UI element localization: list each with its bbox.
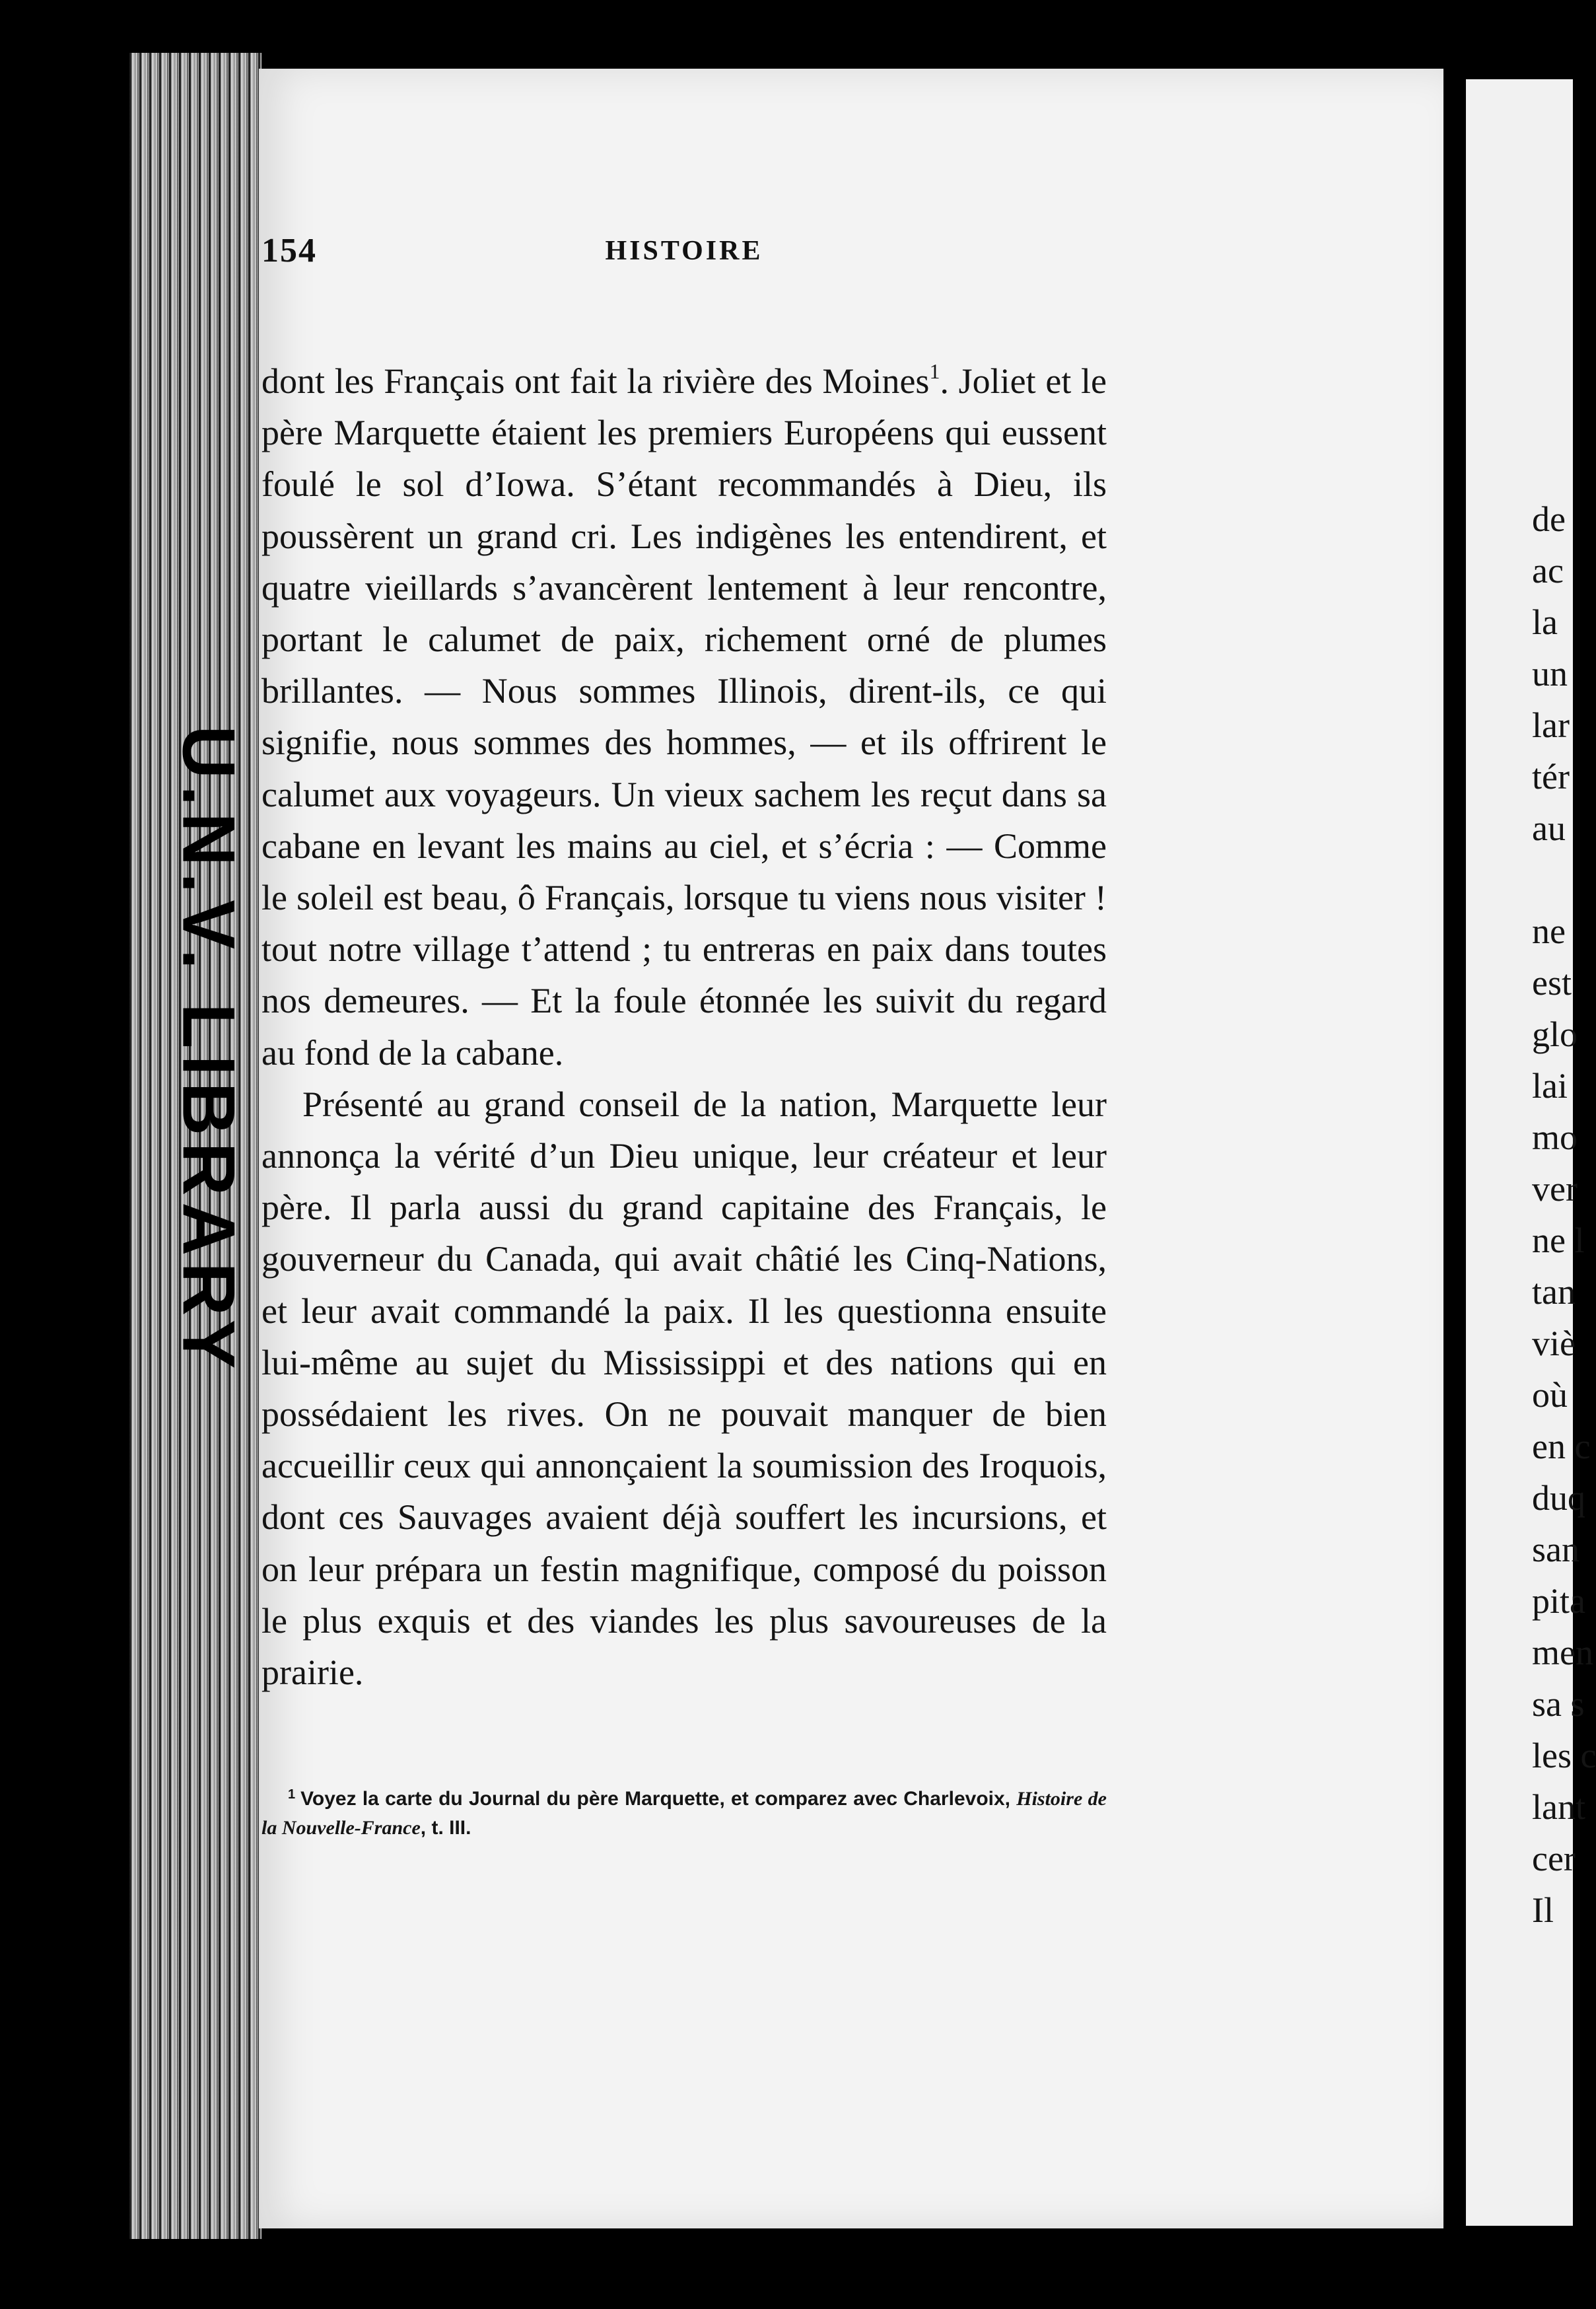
page-number: 154	[261, 232, 317, 269]
footnote-text: Voyez la carte du Journal du père Marquette, et comparez avec Charlevoix,	[300, 1788, 1010, 1810]
facing-line: men	[1532, 1633, 1593, 1672]
facing-line: ver	[1532, 1169, 1578, 1209]
page-body	[261, 355, 1107, 1698]
footnote-marker: 1	[288, 1787, 296, 1802]
facing-line: lai	[1532, 1066, 1568, 1106]
footnote	[261, 1785, 1107, 1843]
facing-line: un	[1532, 654, 1568, 693]
facing-line: est	[1532, 963, 1572, 1003]
facing-page	[1466, 79, 1596, 2226]
facing-line: ac	[1532, 551, 1564, 590]
paragraph-text: dont les Français ont fait la rivière des Moines	[261, 361, 930, 401]
facing-line: duq	[1532, 1478, 1585, 1518]
facing-line: ne l	[1532, 1221, 1585, 1260]
facing-line: cer	[1532, 1839, 1576, 1878]
footnote-title: Histoire de la Nouvelle-France	[261, 1788, 1107, 1839]
facing-line: les c	[1532, 1736, 1596, 1775]
facing-line: mo	[1532, 1118, 1578, 1157]
facing-line: pita	[1532, 1581, 1585, 1621]
facing-line: en c	[1532, 1427, 1591, 1466]
facing-line: où	[1532, 1375, 1568, 1415]
paragraph	[261, 355, 1107, 1079]
paragraph-text: . Joliet et le père Marquette étaient les premiers Européens qui eussent foulé le sol d’Iowa. S’étant recommandés à Dieu, ils poussèrent un grand cri. Les indigènes les entendirent, et quatre vieillards s’avancèrent lentement à leur rencontre, portant le calumet de paix, richement orné de plumes brillantes. — Nous sommes Illinois, dirent-ils, ce qui signifie, nous sommes des hommes, — et ils offrirent le calumet aux voyageurs. Un vieux sachem les reçut dans sa cabane en levant les mains au ciel, et s’écria : — Comme le soleil est beau, ô Français, lorsque tu viens nous visiter ! tout notre village t’attend ; tu entreras en paix dans toutes nos demeures. — Et la foule étonnée les suivit du regard au fond de la cabane.	[261, 361, 1107, 1073]
footnote-volume: , t. III.	[420, 1817, 471, 1839]
facing-line: san	[1532, 1530, 1579, 1569]
page-header	[261, 231, 1107, 284]
facing-line: au	[1532, 808, 1566, 848]
facing-line: glo	[1532, 1014, 1578, 1054]
library-stamp: U.N.V. LIBRARY	[167, 725, 250, 1376]
facing-line: tan	[1532, 1272, 1576, 1312]
footnote-reference: 1	[929, 359, 940, 383]
facing-line: sa s	[1532, 1684, 1585, 1724]
facing-line: viè	[1532, 1324, 1576, 1363]
facing-line: lant	[1532, 1787, 1585, 1827]
paragraph: Présenté au grand conseil de la nation, Marquette leur annonça la vérité d’un Dieu unique, leur créateur et leur père. Il parla aussi du grand capitaine des Français, le gouverneur du Canada, qui avait châtié les Cinq-Nations, et leur avait commandé la paix. Il les questionna ensuite lui-même au sujet du Mississippi et des nations qui en possédaient les rives. On ne pouvait manquer de bien accueillir ceux qui annonçaient la soumission des Iroquois, dont ces Sauvages avaient déjà souffert les incursions, et on leur prépara un festin magnifique, composé du poisson le plus exquis et des viandes les plus savoureuses de la prairie.	[261, 1084, 1107, 1693]
running-head: HISTOIRE	[605, 236, 763, 266]
facing-line: lar	[1532, 705, 1570, 745]
facing-line: de	[1532, 499, 1566, 539]
facing-line: tér	[1532, 757, 1570, 797]
facing-line: Il	[1532, 1890, 1554, 1930]
facing-line: ne	[1532, 911, 1566, 951]
facing-line: la	[1532, 602, 1558, 642]
